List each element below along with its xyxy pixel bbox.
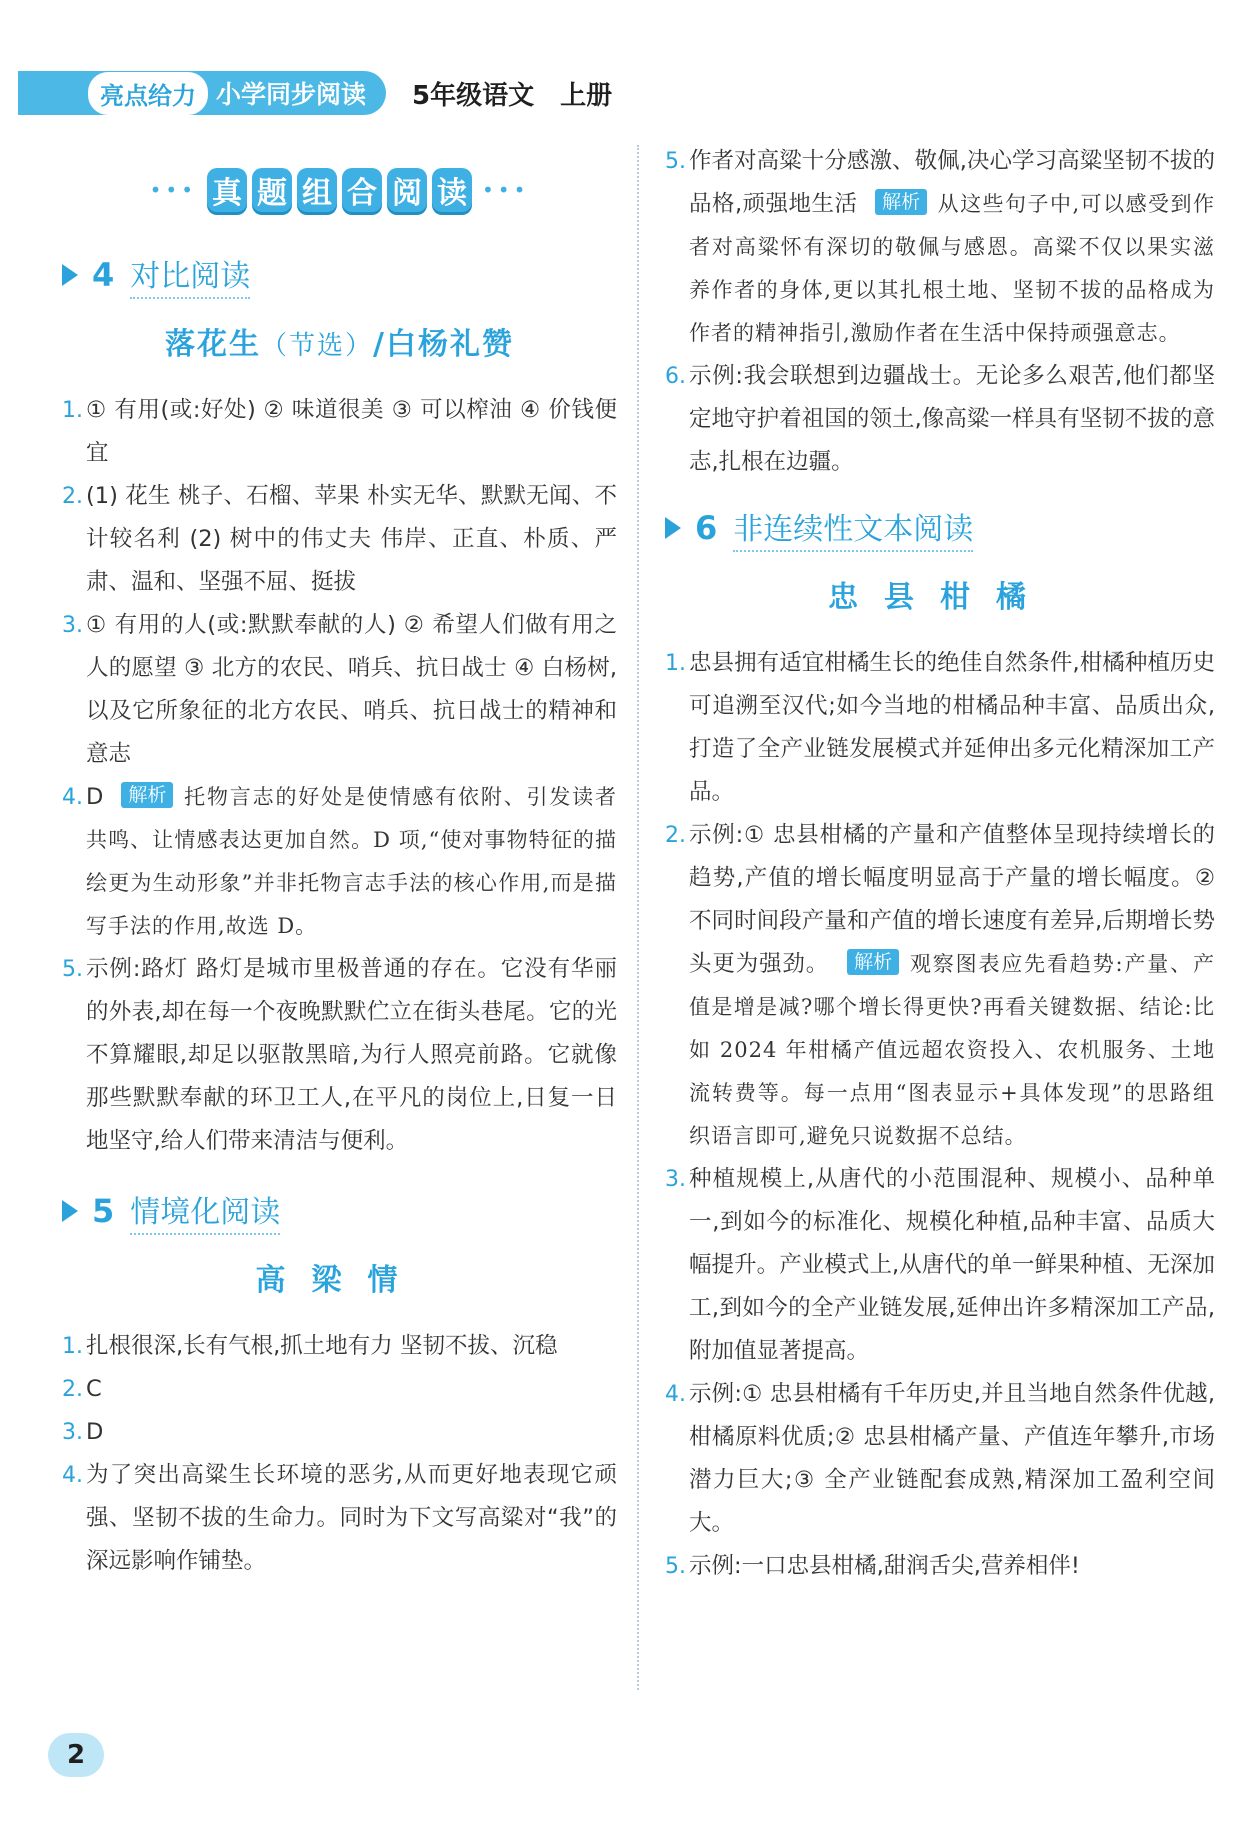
answer-text: 为了突出高粱生长环境的恶劣,从而更好地表现它顽强、坚韧不拔的生命力。同时为下文写高粱对“我”的深远影响作铺垫。 [86,1462,617,1574]
triangle-icon [62,264,78,286]
answer-item [62,1368,617,1411]
answer-item [665,1158,1215,1373]
volume: 上册 [560,80,613,111]
section-number: 4 [92,256,115,294]
article-title: 忠县柑橘 [828,580,1052,615]
article-title [62,319,617,363]
answer-text: ① 有用的人(或:默默奉献的人) ② 希望人们做有用之人的愿望 ③ 北方的农民、哨兵、抗日战士 ④ 白杨树,以及它所象征的北方农民、哨兵、抗日战士的精神和意志 [86,612,617,767]
answer-text: ① 有用(或:好处) ② 味道很美 ③ 可以榨油 ④ 价钱便宜 [86,397,617,466]
answer-number: 5. [665,1554,686,1579]
section-number: 6 [695,509,718,547]
analysis-text: 从这些句子中,可以感受到作者对高粱怀有深切的敬佩与感恩。高粱不仅以果实滋养作者的身体,更以其扎根土地、坚韧不拔的品格成为作者的精神指引,激励作者在生活中保持顽强意志。 [689,192,1215,345]
analysis-tag: 解析 [847,949,899,975]
page-number: 2 [48,1733,104,1777]
banner-char: 读 [432,168,472,212]
section-banner [62,145,617,235]
answer-item [62,1411,617,1454]
answer-item [62,389,617,475]
answer-item [665,1545,1215,1588]
article-title-second: /白杨礼赞 [373,327,514,362]
answer-text: 种植规模上,从唐代的小范围混种、规模小、品种单一,到如今的标准化、规模化种植,品种丰富、品质大幅提升。产业模式上,从唐代的单一鲜果种植、无深加工,到如今的全产业链发展,延伸出许多精深加工产品,附加值显著提高。 [689,1166,1215,1364]
answer-item [665,642,1215,814]
section-5-heading [62,1189,617,1233]
answer-text: 忠县拥有适宜柑橘生长的绝佳自然条件,柑橘种植历史可追溯至汉代;如今当地的柑橘品种丰富、品质出众,打造了全产业链发展模式并延伸出多元化精深加工产品。 [689,650,1215,805]
analysis-text: 观察图表应先看趋势:产量、产值是增是减?哪个增长得更快?再看关键数据、结论:比如 2024 年柑橘产值远超农资投入、农机服务、土地流转费等。每一点用“图表显示+具体发现”的思路组织语言即可,避免只说数据不总结。 [689,952,1215,1148]
answer-text: 示例:我会联想到边疆战士。无论多么艰苦,他们都坚定地守护着祖国的领土,像高粱一样具有坚韧不拔的意志,扎根在边疆。 [689,363,1215,475]
header-band [18,71,386,115]
section-title: 对比阅读 [130,251,250,299]
triangle-icon [665,517,681,539]
answer-item [665,140,1215,355]
article-title-main: 落花生 [165,327,261,362]
answer-text: 示例:① 忠县柑橘的产量和产值整体呈现持续增长的趋势,产值的增长幅度明显高于产量的增长幅度。② 不同时间段产量和产值的增长速度有差异,后期增长势头更为强劲。 [689,822,1215,977]
banner-char: 组 [297,168,337,212]
section-6-heading [665,506,1215,550]
answer-number: 4. [665,1382,686,1407]
banner-char: 真 [207,168,247,212]
answer-number: 1. [665,651,686,676]
answer-text: 示例:① 忠县柑橘有千年历史,并且当地自然条件优越,柑橘原料优质;② 忠县柑橘产量、产值连年攀升,市场潜力巨大;③ 全产业链配套成熟,精深加工盈利空间大。 [689,1381,1215,1536]
left-column [62,140,617,1583]
answer-number: 6. [665,364,686,389]
section-number: 5 [92,1192,115,1230]
analysis-text: 托物言志的好处是使情感有依附、引发读者共鸣、让情感表达更加自然。D 项,“使对事物特征的描绘更为生动形象”并非托物言志手法的核心作用,而是描写手法的作用,故选 D。 [86,785,618,938]
banner-char: 阅 [387,168,427,212]
banner-char: 题 [252,168,292,212]
answer-item [665,1373,1215,1545]
answer-number: 1. [62,1334,83,1359]
answer-number: 1. [62,398,83,423]
section-4-heading [62,253,617,297]
answer-text: D [86,784,104,810]
answer-text: 示例:一口忠县柑橘,甜润舌尖,营养相伴! [689,1553,1080,1579]
answer-body [86,776,617,948]
answer-text: D [86,1419,104,1445]
section-title: 情境化阅读 [130,1187,280,1235]
brand-name: 亮点给力 [88,72,208,115]
article-title-note: （节选） [261,331,374,361]
series-name: 小学同步阅读 [216,80,367,109]
answer-number: 4. [62,785,83,810]
grade-subject: 5年级语文 [412,80,535,111]
answer-item [62,1454,617,1583]
banner-dots-left: ••• [149,178,197,202]
triangle-icon [62,1200,78,1222]
answer-body [689,814,1215,1158]
answer-number: 2. [62,484,83,509]
banner-dots-right: ••• [482,178,530,202]
answer-number: 4. [62,1463,83,1488]
answer-text: 作者对高粱十分感激、敬佩,决心学习高粱坚韧不拔的品格,顽强地生活 [689,148,1215,217]
header [18,70,612,116]
analysis-tag: 解析 [121,782,173,808]
answer-text: 示例:路灯 路灯是城市里极普通的存在。它没有华丽的外表,却在每一个夜晚默默伫立在街头巷尾。它的光不算耀眼,却足以驱散黑暗,为行人照亮前路。它就像那些默默奉献的环卫工人,在平凡的岗位上,日复一日地坚守,给人们带来清洁与便利。 [86,956,617,1154]
answer-number: 2. [62,1377,83,1402]
answer-item [62,604,617,776]
answer-item [62,948,617,1163]
answer-item [665,814,1215,1158]
answer-number: 3. [62,1420,83,1445]
answer-number: 5. [665,149,686,174]
answer-number: 3. [665,1167,686,1192]
answer-text: C [86,1376,102,1402]
answer-number: 2. [665,823,686,848]
answer-number: 3. [62,613,83,638]
banner-char: 合 [342,168,382,212]
section-title: 非连续性文本阅读 [733,504,973,552]
article-title: 高梁情 [255,1263,424,1298]
column-divider [637,145,639,1690]
answer-text: (1) 花生 桃子、石榴、苹果 朴实无华、默默无闻、不计较名利 (2) 树中的伟丈夫 伟岸、正直、朴质、严肃、温和、坚强不屈、挺拔 [86,483,617,595]
analysis-tag: 解析 [875,189,927,215]
answer-item [62,776,617,948]
right-column [665,140,1215,1588]
banner-title [207,168,472,212]
answer-number: 5. [62,957,83,982]
answer-item [62,475,617,604]
answer-item [62,1325,617,1368]
answer-text: 扎根很深,长有气根,抓土地有力 坚韧不拔、沉稳 [86,1333,558,1359]
answer-item [665,355,1215,484]
answer-body [689,140,1215,355]
